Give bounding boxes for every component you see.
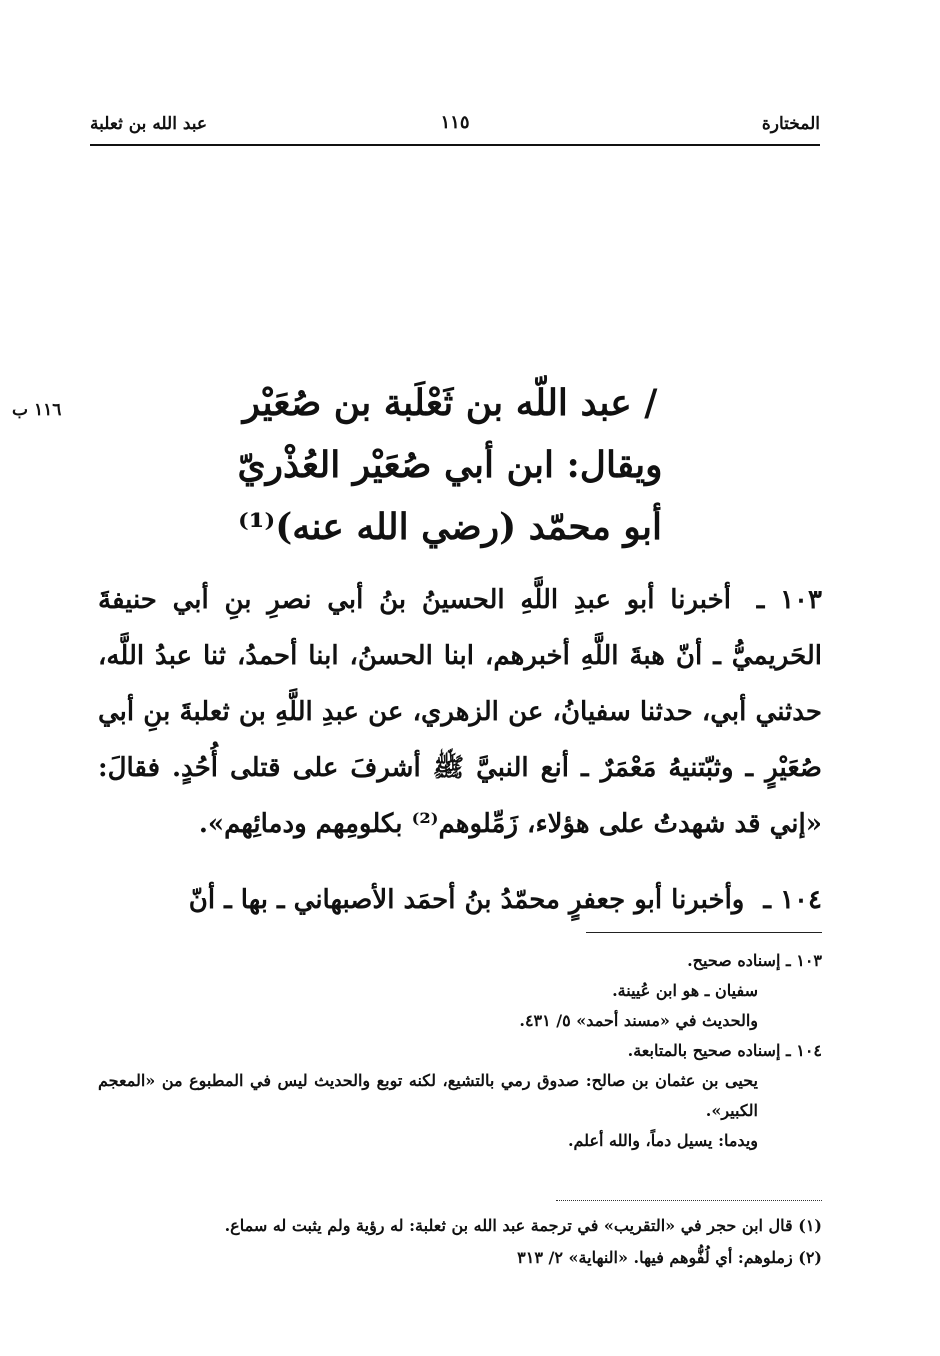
title-line-2: ويقال: ابن أبي صُعَيْر العُذْريّ xyxy=(237,444,663,486)
note-104-heading: ١٠٤ ـ إسناده صحيح بالمتابعة. xyxy=(627,1041,822,1060)
page-number: ١١٥ xyxy=(440,112,470,133)
running-header xyxy=(90,108,820,144)
chapter-title-block xyxy=(200,372,700,558)
hadith-104 xyxy=(98,872,822,928)
header-divider xyxy=(90,144,820,146)
footnote-1: (١) قال ابن حجر في «التقريب» في ترجمة عبد الله بن ثعلبة: له رؤية ولم يثبت له سماع. xyxy=(224,1216,822,1235)
note-103-heading: ١٠٣ ـ إسناده صحيح. xyxy=(687,951,822,970)
hadith-number-104: ١٠٤ ـ xyxy=(763,885,822,915)
hadith-text-104: وأخبرنا أبو جعفرٍ محمّدُ بنُ أحمَد الأصبهاني ـ بها ـ أنّ xyxy=(188,885,745,915)
title-line-3: أبو محمّد (رضي الله عنه)⁽¹⁾ xyxy=(237,506,663,548)
folio-margin-note: ١١٦ ب xyxy=(12,400,62,420)
note-104-line-1: يحيى بن عثمان بن صالح: صدوق رمي بالتشيع، لكنه توبع والحديث ليس في المطبوع من «المعجم الكبير». xyxy=(98,1071,758,1120)
note-103-line-2: والحديث في «مسند أحمد» ٥/ ٤٣١. xyxy=(519,1011,758,1030)
footnote-2: (٢) زملوهم: أي لُفُّوهم فيها. «النهاية» ٢/ ٣١٣ xyxy=(517,1248,822,1267)
book-title: المختارة xyxy=(761,114,820,134)
footnotes xyxy=(98,1210,822,1274)
hadith-text-103: أخبرنا أبو عبدِ اللَّهِ الحسينُ بنُ أبي نصرِ بنِ أبي حنيفةَ الحَريميُّ ـ أنّ هبةَ اللَّهِ أخبرهم، ابنا الحسنُ، ابنا أحمدُ، ثنا عبدُ اللَّه، حدثني أبي، حدثنا سفيانُ، عن الزهري، عن عبدِ اللَّهِ بن ثعلبةَ بنِ أبي صُعَيْرٍ ـ وثبّتنيهُ مَعْمَرٌ ـ أنع النبيَّ ﷺ أشرفَ على قتلى أُحُدٍ. فقالَ: «إني قد شهدتُ على هؤلاء، زَمِّلوهم⁽²⁾ بكلومِهم ودمائِهم». xyxy=(98,585,822,839)
note-104-line-2: ويدما: يسيل دماً، والله أعلم. xyxy=(567,1131,758,1150)
title-line-1: / عبد اللّه بن ثَعْلَبة بن صُعَيْر xyxy=(242,382,658,424)
hadith-number-103: ١٠٣ ـ xyxy=(756,585,822,615)
section-title: عبد الله بن ثعلبة xyxy=(90,114,208,134)
note-103-line-1: سفيان ـ هو ابن عُيينة. xyxy=(612,981,758,1000)
notes-divider xyxy=(586,932,822,933)
hadith-103 xyxy=(98,572,822,852)
hadith-body xyxy=(98,572,822,928)
commentary-notes xyxy=(98,946,822,1156)
footnote-divider xyxy=(556,1200,822,1201)
